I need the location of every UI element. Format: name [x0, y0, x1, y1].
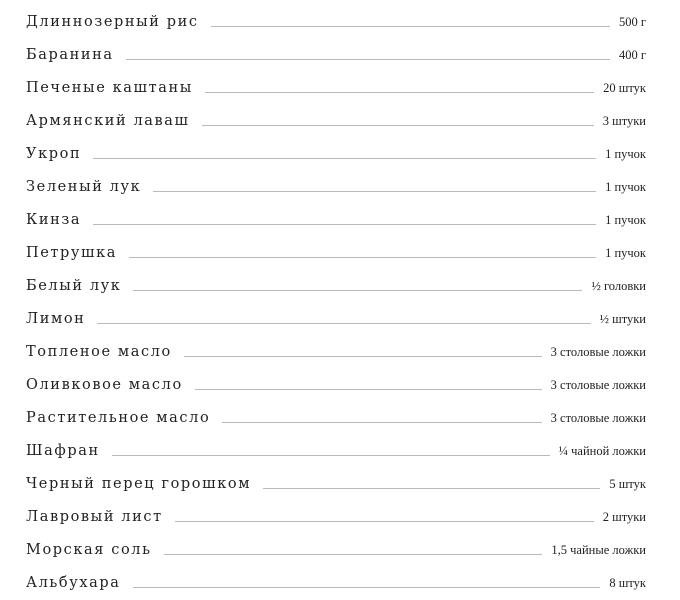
- ingredient-row: [26, 138, 646, 171]
- ingredient-row: [26, 435, 646, 468]
- ingredient-row: [26, 468, 646, 501]
- ingredient-amount: 1 пучок: [605, 146, 646, 161]
- ingredient-row: [26, 567, 646, 600]
- ingredient-row: [26, 237, 646, 270]
- ingredient-amount: 5 штук: [609, 476, 646, 491]
- ingredient-row: [26, 336, 646, 369]
- dotted-leader: [129, 257, 596, 258]
- ingredient-row: [26, 105, 646, 138]
- dotted-leader: [263, 488, 600, 489]
- ingredient-name: Растительное масло: [26, 409, 211, 426]
- ingredient-row: [26, 270, 646, 303]
- ingredient-name: Топленое масло: [26, 343, 172, 360]
- dotted-leader: [211, 26, 610, 27]
- ingredient-amount: ½ головки: [591, 278, 646, 293]
- dotted-leader: [164, 554, 543, 555]
- ingredient-name: Печеные каштаны: [26, 79, 193, 96]
- ingredient-amount: ½ штуки: [599, 311, 646, 326]
- ingredient-name: Альбухара: [26, 574, 121, 591]
- ingredient-row: [26, 204, 646, 237]
- ingredient-name: Лимон: [26, 310, 86, 327]
- dotted-leader: [133, 587, 601, 588]
- ingredient-amount: 8 штук: [609, 575, 646, 590]
- ingredient-row: [26, 534, 646, 567]
- ingredient-row: [26, 39, 646, 72]
- ingredient-row: [26, 369, 646, 402]
- ingredient-name: Черный перец горошком: [26, 475, 252, 492]
- ingredient-name: Шафран: [26, 442, 100, 459]
- ingredient-name: Лавровый лист: [26, 508, 163, 525]
- ingredient-amount: ¼ чайной ложки: [558, 443, 646, 458]
- dotted-leader: [133, 290, 582, 291]
- dotted-leader: [175, 521, 594, 522]
- ingredient-name: Длиннозерный рис: [26, 13, 199, 30]
- ingredient-amount: 1,5 чайные ложки: [551, 542, 646, 557]
- ingredient-name: Укроп: [26, 145, 82, 162]
- ingredient-amount: 2 штуки: [602, 509, 646, 524]
- ingredient-amount: 500 г: [618, 14, 646, 29]
- ingredient-amount: 3 столовые ложки: [550, 344, 646, 359]
- dotted-leader: [222, 422, 541, 423]
- ingredient-row: [26, 171, 646, 204]
- dotted-leader: [93, 224, 596, 225]
- dotted-leader: [112, 455, 550, 456]
- dotted-leader: [205, 92, 594, 93]
- dotted-leader: [195, 389, 542, 390]
- ingredient-name: Петрушка: [26, 244, 118, 261]
- ingredient-amount: 3 столовые ложки: [550, 377, 646, 392]
- ingredient-name: Морская соль: [26, 541, 152, 558]
- ingredient-amount: 1 пучок: [605, 212, 646, 227]
- ingredient-row: [26, 72, 646, 105]
- ingredient-row: [26, 501, 646, 534]
- ingredient-amount: 20 штук: [603, 80, 646, 95]
- dotted-leader: [93, 158, 596, 159]
- ingredient-name: Кинза: [26, 211, 82, 228]
- ingredient-name: Зеленый лук: [26, 178, 142, 195]
- ingredient-name: Оливковое масло: [26, 376, 183, 393]
- ingredient-list: [26, 0, 646, 600]
- ingredient-row: [26, 402, 646, 435]
- ingredient-amount: 3 столовые ложки: [550, 410, 646, 425]
- ingredient-name: Белый лук: [26, 277, 122, 294]
- ingredient-row: [26, 6, 646, 39]
- dotted-leader: [184, 356, 542, 357]
- ingredient-name: Армянский лаваш: [26, 112, 190, 129]
- dotted-leader: [202, 125, 594, 126]
- dotted-leader: [153, 191, 596, 192]
- ingredient-name: Баранина: [26, 46, 114, 63]
- ingredient-amount: 1 пучок: [605, 245, 646, 260]
- ingredient-amount: 400 г: [618, 47, 646, 62]
- ingredient-amount: 1 пучок: [605, 179, 646, 194]
- ingredient-amount: 3 штуки: [602, 113, 646, 128]
- dotted-leader: [126, 59, 610, 60]
- ingredient-row: [26, 303, 646, 336]
- dotted-leader: [97, 323, 590, 324]
